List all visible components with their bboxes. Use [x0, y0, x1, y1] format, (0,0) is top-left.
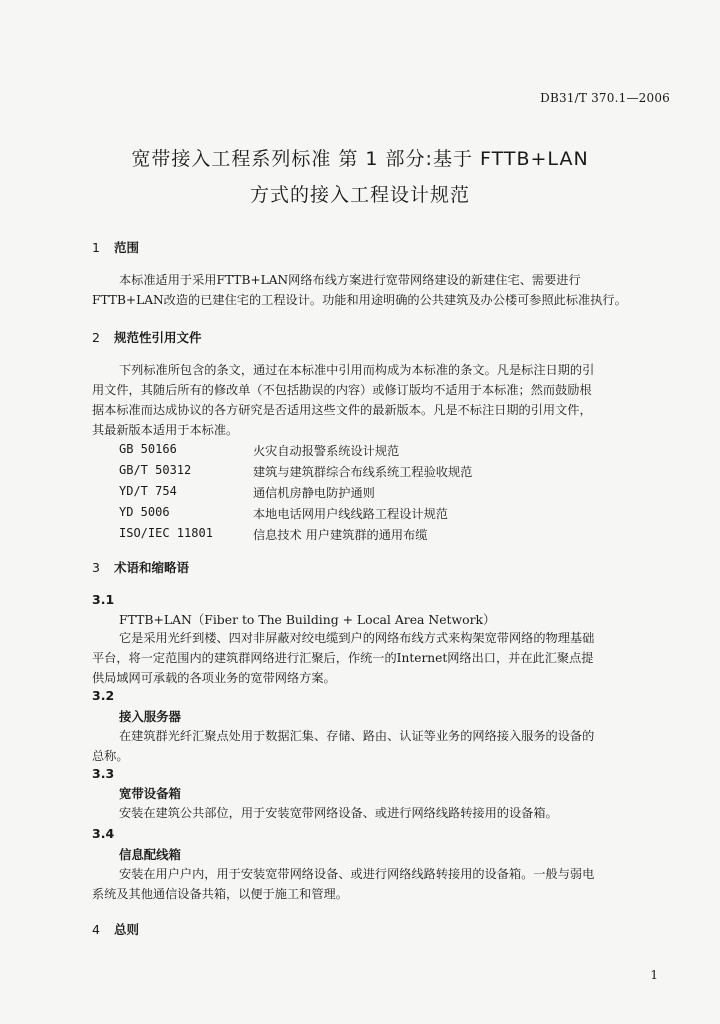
subsection-number: 3.2 [92, 688, 115, 703]
reference-title: 通信机房静电防护通则 [253, 486, 375, 500]
paragraph-line: 系统及其他通信设备共箱，以便于施工和管理。 [92, 887, 348, 901]
reference-code: YD/T 754 [119, 484, 177, 498]
paragraph-line: 在建筑群光纤汇聚点处用于数据汇集、存储、路由、认证等业务的网络接入服务的设备的 [119, 729, 595, 743]
reference-title: 火灾自动报警系统设计规范 [253, 444, 400, 458]
paragraph-line: 据本标准而达成协议的各方研究是否适用这些文件的最新版本。凡是不标注日期的引用文件， [92, 403, 592, 417]
reference-code: ISO/IEC 11801 [119, 526, 213, 540]
paragraph-line: FTTB+LAN改造的已建住宅的工程设计。功能和用途明确的公共建筑及办公楼可参照此标准执行。 [92, 293, 627, 307]
reference-code: GB/T 50312 [119, 463, 192, 477]
reference-title: 本地电话网用户线线路工程设计规范 [253, 507, 448, 521]
paragraph-line: 其最新版本适用于本标准。 [92, 423, 239, 437]
section-4-heading [92, 920, 139, 938]
document-title-line1: 宽带接入工程系列标准 第 1 部分:基于 FTTB+LAN [131, 148, 589, 170]
section-1-heading [92, 238, 139, 256]
section-number: 3 [92, 560, 100, 575]
subsection-number: 3.1 [92, 592, 115, 607]
reference-code: GB 50166 [119, 442, 177, 456]
paragraph-line: 安装在用户户内，用于安装宽带网络设备、或进行网络线路转接用的设备箱。一般与弱电 [119, 867, 595, 881]
reference-title: 信息技术 用户建筑群的通用布缆 [253, 528, 428, 542]
paragraph-line: 安装在建筑公共部位，用于安装宽带网络设备、或进行网络线路转接用的设备箱。 [119, 806, 558, 820]
section-title: 范围 [114, 240, 140, 255]
section-title: 规范性引用文件 [114, 330, 202, 345]
reference-title: 建筑与建筑群综合布线系统工程验收规范 [253, 465, 473, 479]
term-name: 宽带设备箱 [119, 786, 181, 801]
reference-code: YD 5006 [119, 505, 170, 519]
section-number: 2 [92, 330, 100, 345]
paragraph-line: 它是采用光纤到楼、四对非屏蔽对绞电缆到户的网络布线方式来构架宽带网络的物理基础 [119, 631, 595, 645]
paragraph-line: 总称。 [92, 749, 129, 763]
term-name: FTTB+LAN（Fiber to The Building + Local Area Network） [119, 612, 496, 627]
paragraph-line: 本标准适用于采用FTTB+LAN网络布线方案进行宽带网络建设的新建住宅、需要进行 [119, 273, 581, 287]
subsection-number: 3.3 [92, 766, 115, 781]
paragraph-line: 下列标准所包含的条文，通过在本标准中引用而构成为本标准的条文。凡是标注日期的引 [119, 363, 595, 377]
section-3-heading [92, 558, 189, 576]
document-code: DB31/T 370.1—2006 [540, 91, 670, 105]
paragraph-line: 平台，将一定范围内的建筑群网络进行汇聚后，作统一的Internet网络出口，并在此汇聚点提 [92, 651, 594, 665]
page-number: 1 [650, 968, 658, 982]
subsection-number: 3.4 [92, 826, 115, 841]
section-2-heading [92, 328, 202, 346]
section-number: 4 [92, 922, 100, 937]
paragraph-line: 供局域网可承载的各项业务的宽带网络方案。 [92, 671, 336, 685]
term-name: 信息配线箱 [119, 847, 181, 862]
section-title: 术语和缩略语 [114, 560, 190, 575]
section-number: 1 [92, 240, 100, 255]
term-name: 接入服务器 [119, 709, 181, 724]
paragraph-line: 用文件，其随后所有的修改单（不包括勘误的内容）或修订版均不适用于本标准；然而鼓励根 [92, 383, 592, 397]
section-title: 总则 [114, 922, 140, 937]
document-title-line2: 方式的接入工程设计规范 [249, 184, 470, 206]
